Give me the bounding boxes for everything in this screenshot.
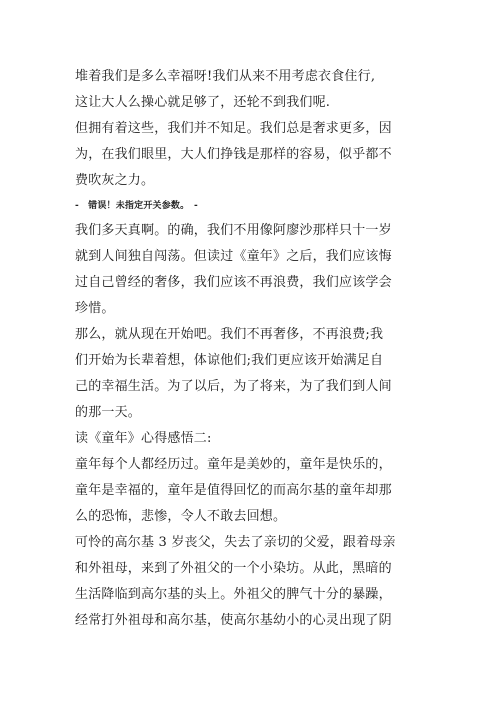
text-line: 但拥有着这些，我们并不知足。我们总是奢求更多，因: [75, 121, 392, 136]
text-line: 费吹灰之力。: [75, 173, 155, 188]
text-line: 为，在我们眼里，大人们挣钱是那样的容易，似乎都不: [75, 147, 392, 162]
text-line: 可怜的高尔基 3 岁丧父，失去了亲切的父爱，跟着母亲: [75, 535, 396, 550]
text-line: 么的恐怖，悲惨，令人不敢去回想。: [75, 509, 287, 524]
document-body: [75, 64, 425, 634]
section-heading: 读《童年》心得感悟二:: [75, 431, 212, 446]
error-field-line: - 错误！未指定开关参数。 -: [75, 201, 198, 211]
text-line: 这让大人么操心就足够了，还轮不到我们呢.: [75, 95, 331, 110]
text-line: 经常打外祖母和高尔基，使高尔基幼小的心灵出现了阴: [75, 613, 392, 628]
text-line: 那么，就从现在开始吧。我们不再奢侈，不再浪费;我: [75, 327, 384, 342]
text-line: 过自己曾经的奢侈，我们应该不再浪费，我们应该学会: [75, 275, 392, 290]
text-line: 己的幸福生活。为了以后，为了将来，为了我们到人间: [75, 379, 392, 394]
text-line: 们开始为长辈着想，体谅他们;我们更应该开始满足自: [75, 353, 384, 368]
text-line: 堆着我们是多么幸福呀!我们从来不用考虑衣食住行,: [75, 69, 376, 84]
text-line: 的那一天。: [75, 405, 142, 420]
text-line: 和外祖母，来到了外祖父的一个小染坊。从此，黑暗的: [75, 561, 392, 576]
text-line: 就到人间独自闯荡。但读过《童年》之后，我们应该悔: [75, 249, 392, 264]
text-line: 童年每个人都经历过。童年是美妙的，童年是快乐的，: [75, 457, 392, 472]
text-line: 童年是幸福的，童年是值得回忆的而高尔基的童年却那: [75, 483, 392, 498]
text-line: 我们多天真啊。的确，我们不用像阿廖沙那样只十一岁: [75, 223, 392, 238]
text-line: 珍惜。: [75, 301, 115, 316]
text-line: 生活降临到高尔基的头上。外祖父的脾气十分的暴躁，: [75, 587, 392, 602]
